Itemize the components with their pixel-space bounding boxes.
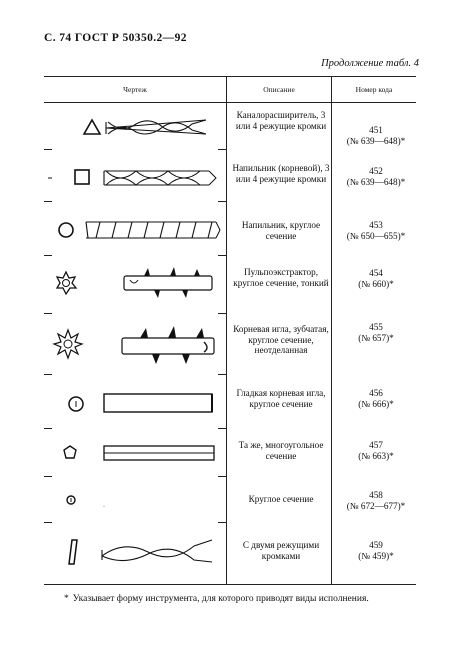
row-1-code: 451 (№ 639—648)* — [346, 125, 406, 146]
column-header-drawing: Чертеж — [123, 85, 147, 94]
row-4-description: Пульпоэкстрактор, круглое сечение, тонкий — [233, 267, 329, 288]
row-6-code: 456 (№ 666)* — [358, 388, 394, 409]
column-header-description: Описание — [263, 85, 295, 94]
row-3-description: Напильник, круглое сечение — [241, 220, 321, 241]
row-1-description: Каналорасширитель, 3 или 4 режущие кромки — [235, 110, 327, 131]
column-divider-1 — [226, 76, 227, 584]
drawing-file-square — [44, 160, 226, 196]
footnote — [64, 594, 369, 604]
row-6-description: Гладкая корневая игла, круглое сечение — [236, 388, 326, 409]
table-header-rule — [44, 102, 416, 103]
row-9-code: 459 (№ 459)* — [358, 540, 394, 561]
table-bottom-rule — [44, 584, 416, 585]
drawing-polygonal-broach — [44, 434, 226, 472]
row-5-code: 455 (№ 657)* — [358, 322, 394, 343]
table-top-rule — [44, 76, 416, 77]
drawing-barbed-broach — [44, 320, 226, 370]
row-3-code: 453 (№ 650—655)* — [346, 220, 406, 241]
row-4-code: 454 (№ 660)* — [358, 268, 394, 289]
column-divider-2 — [331, 76, 332, 584]
drawing-two-edge-instrument — [44, 530, 226, 574]
page-header: С. 74 ГОСТ Р 50350.2—92 — [44, 32, 187, 44]
row-5-description: Корневая игла, зубчатая, круглое сечение, неотделанная — [233, 324, 329, 356]
row-7-description: Та же, многоугольное сечение — [238, 440, 324, 461]
row-8-code: 458 (№ 672—677)* — [346, 490, 406, 511]
table-continuation-label: Продолжение табл. 4 — [321, 58, 419, 69]
row-8-description: Круглое сечение — [248, 494, 314, 504]
row-7-code: 457 (№ 663)* — [358, 440, 394, 461]
footnote-mark: * — [64, 594, 69, 604]
row-2-description: Напильник (корневой), 3 или 4 режущие кромки — [232, 163, 330, 184]
drawing-smooth-broach — [44, 382, 226, 422]
row-2-code: 452 (№ 639—648)* — [346, 166, 406, 187]
drawing-reamer-triangular — [44, 108, 226, 146]
drawing-pulp-extractor — [44, 262, 226, 306]
row-9-description: С двумя режущими кромками — [242, 540, 320, 561]
column-header-code: Номер кода — [355, 85, 393, 94]
drawing-file-round — [44, 212, 226, 248]
footnote-text: Указывает форму инструмента, для которого приводят виды исполнения. — [72, 594, 369, 604]
drawing-round-section — [44, 482, 226, 518]
